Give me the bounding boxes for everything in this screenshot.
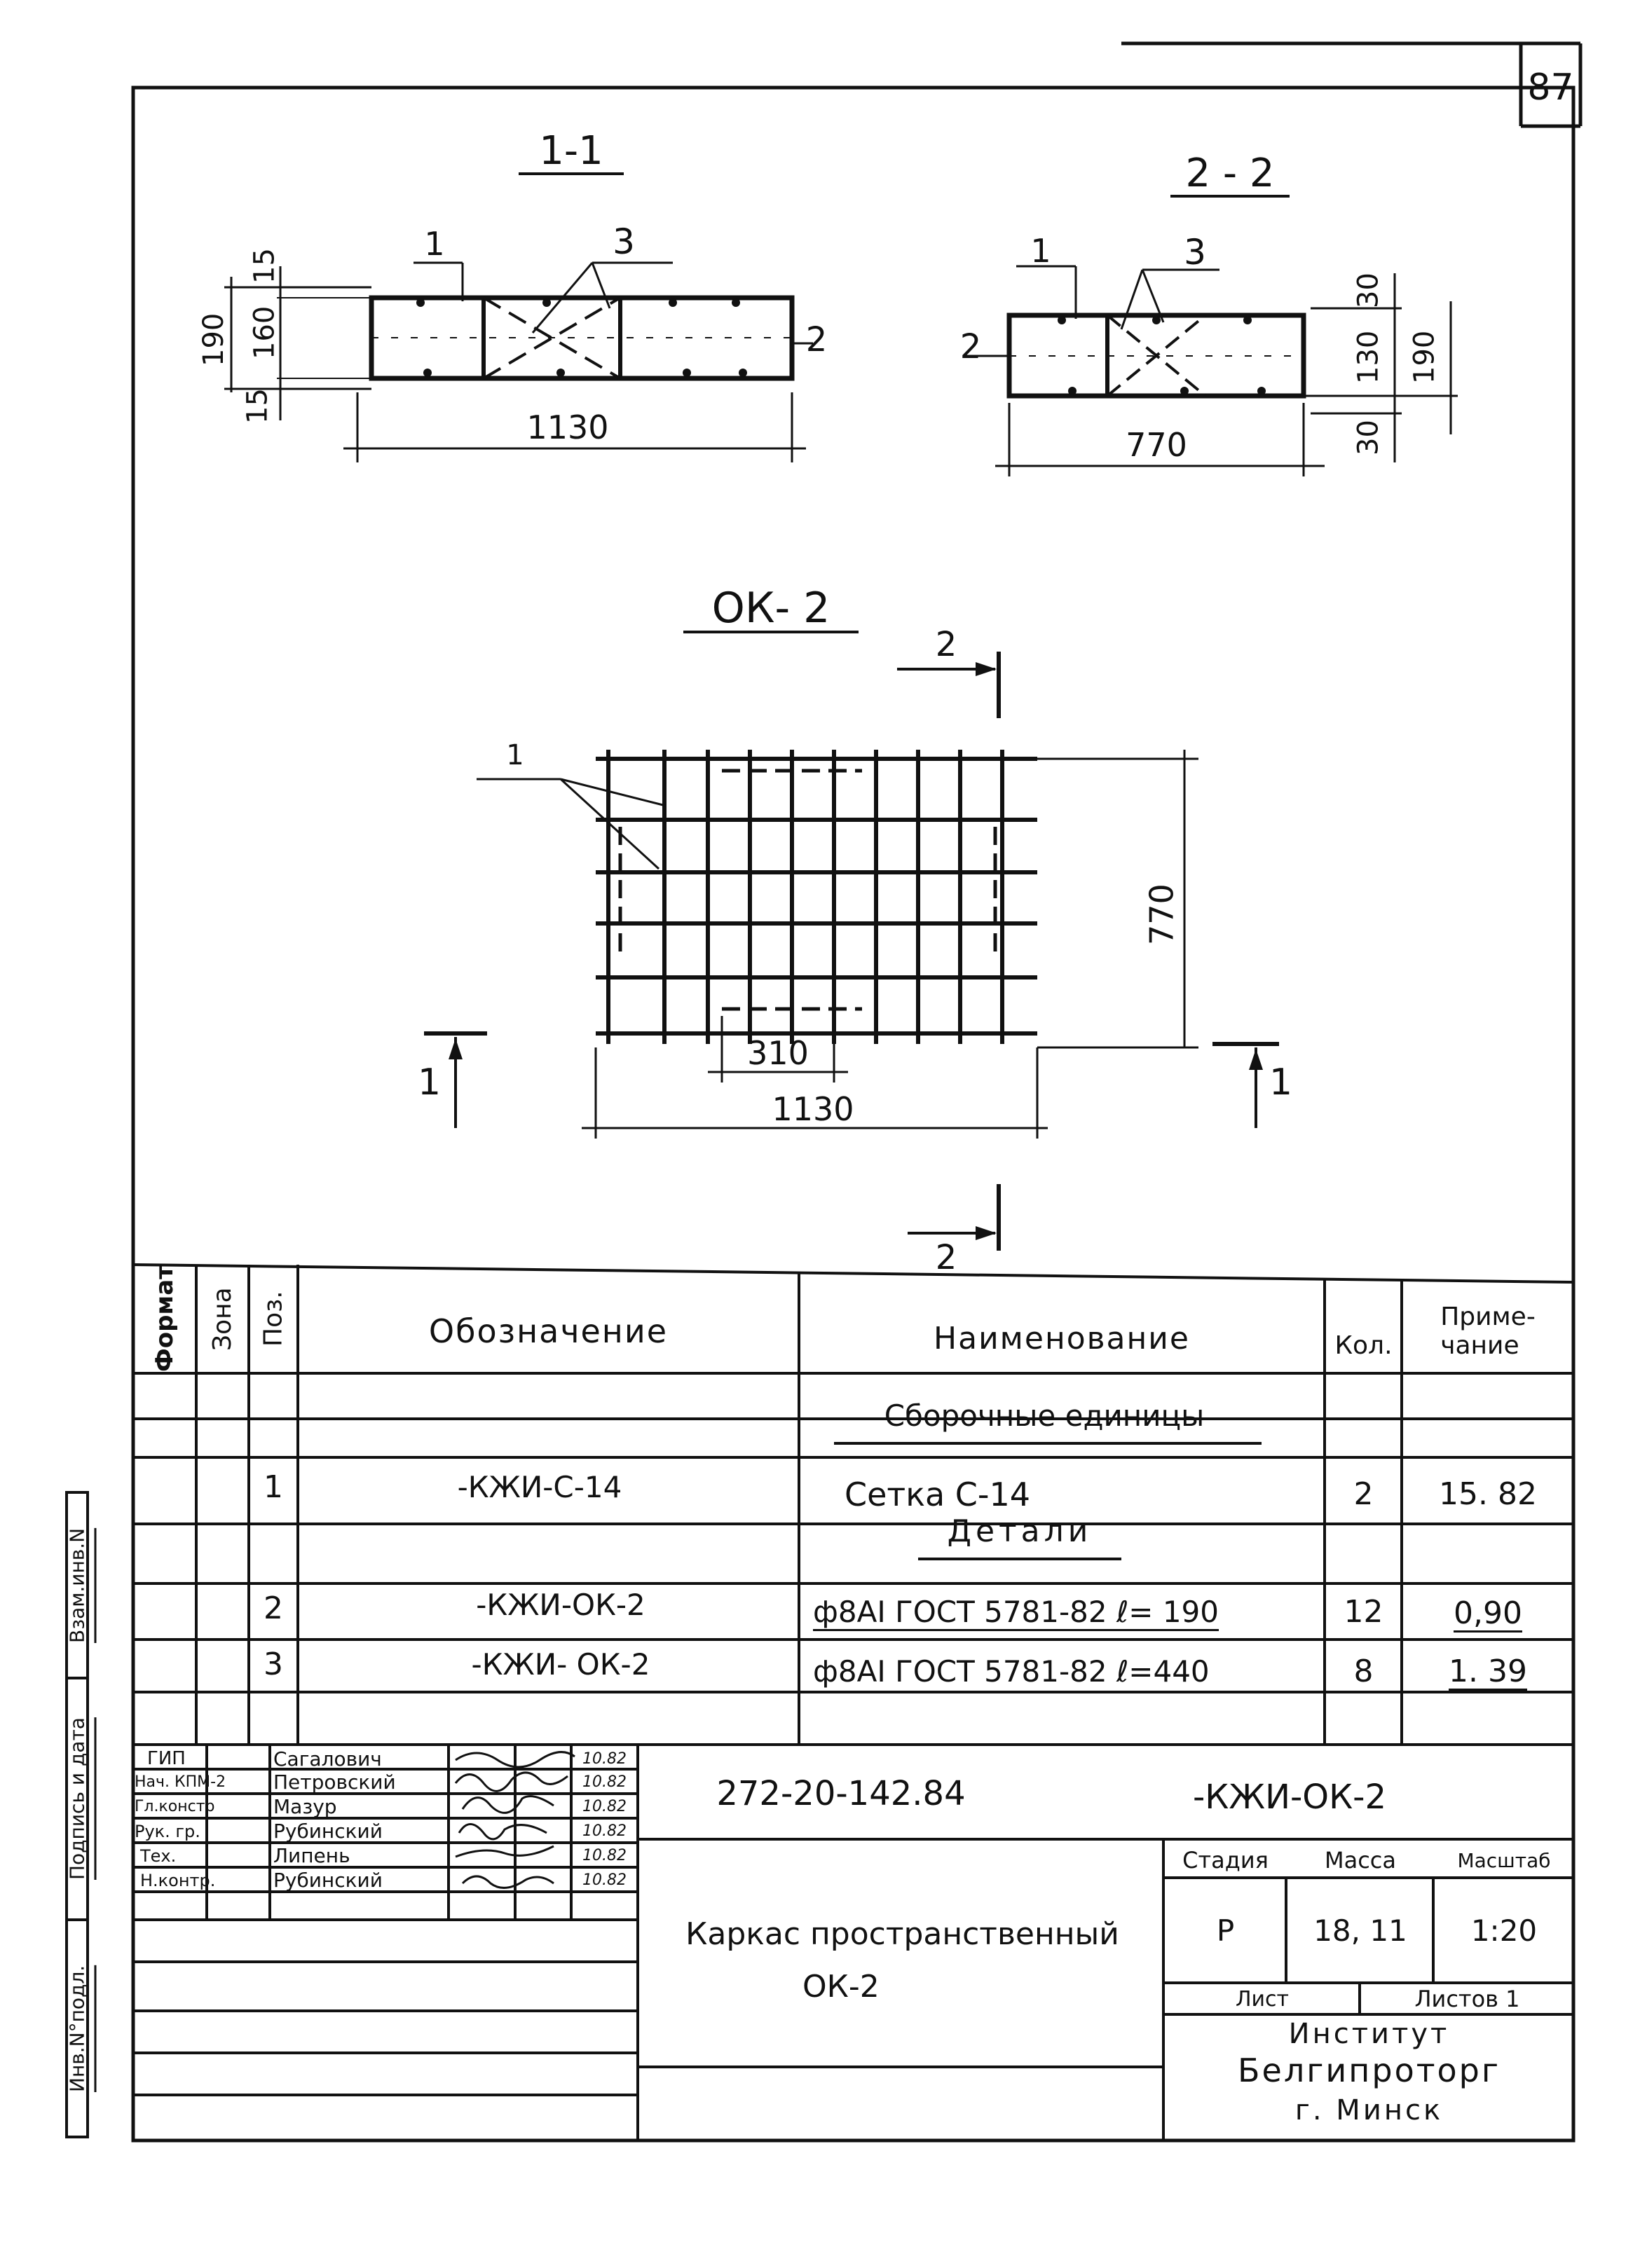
row-3-name: ф8АI ГОСТ 5781-82 ℓ=440 [813,1654,1210,1689]
signer-4-role: Рук. гр. [135,1821,200,1841]
header-note: Приме- чание [1440,1303,1536,1360]
stamp-signature-date: Подпись и дата [65,1717,89,1881]
signer-5-role: Тех. [140,1846,177,1866]
section-2-2-dim-770: 770 [1126,426,1187,464]
section-2-2-title: 2 - 2 [1185,150,1275,196]
row-2-name: ф8АI ГОСТ 5781-82 ℓ= 190 [813,1594,1219,1629]
section-1-1-dim-190: 190 [198,312,230,367]
org-line1: Институт [1288,2017,1450,2050]
signer-6-role: Н.контр. [140,1870,216,1890]
signer-4-name: Рубинский [273,1820,383,1843]
sheet-label: Лист [1235,1986,1290,2012]
plan-dim-1130: 1130 [772,1090,854,1128]
stage-label: Стадия [1182,1847,1269,1874]
row-1-pos: 1 [264,1469,283,1505]
section-assemblies: Сборочные единицы [884,1398,1205,1433]
section-2-2-callout-3: 3 [1184,232,1206,273]
document-code: 272-20-142.84 [716,1774,966,1813]
header-qty: Кол. [1334,1331,1393,1360]
document-suffix: -КЖИ-ОК-2 [1192,1778,1387,1817]
row-1-name: Сетка С-14 [845,1475,1031,1513]
plan-cut-left-label: 1 [417,1061,442,1104]
section-1-1-callout-1: 1 [424,224,445,263]
section-2-2-end-mark: 2 [959,327,982,366]
row-2-designation: -КЖИ-ОК-2 [476,1587,645,1622]
plan-callout-1: 1 [506,738,524,771]
plan-cut-bottom-label: 2 [935,1238,957,1277]
plan-dim-770: 770 [1142,884,1181,945]
stage-value: Р [1216,1913,1235,1948]
row-1-note: 15. 82 [1439,1476,1537,1512]
drawing-title-line1: Каркас пространственный [685,1916,1119,1952]
signer-1-role: ГИП [147,1748,186,1769]
signer-2-role: Нач. КПМ-2 [135,1773,226,1791]
row-3-note: 1. 39 [1449,1653,1527,1689]
header-designation: Обозначение [428,1312,669,1350]
signer-4-date: 10.82 [582,1822,627,1840]
scale-value: 1:20 [1470,1913,1538,1948]
row-3-designation: -КЖИ- ОК-2 [471,1647,650,1682]
section-1-1-dim-1130: 1130 [526,408,609,446]
signer-5-name: Липень [273,1844,350,1867]
mass-value: 18, 11 [1313,1913,1407,1948]
signer-2-name: Петровский [273,1771,396,1794]
header-format: Формат [151,1265,179,1373]
header-pos: Поз. [259,1291,288,1347]
stamp-replace-inv: Взам.инв.N [65,1527,89,1643]
signer-3-name: Мазур [273,1795,337,1818]
signer-5-date: 10.82 [582,1847,627,1864]
signer-3-role: Гл.констр [135,1798,215,1815]
section-2-2-dim-130: 130 [1352,330,1385,385]
sheet-number: 87 [1527,67,1574,109]
section-1-1-dim-160: 160 [248,305,281,360]
header-zone: Зона [208,1287,237,1351]
section-2-2-dim-30-bottom: 30 [1352,420,1385,456]
section-details: Детали [947,1513,1093,1549]
stamp-original-inv: Инв.N°подл. [65,1965,89,2092]
org-line3: г. Минск [1294,2094,1444,2126]
sheets-count: Листов 1 [1414,1986,1520,2012]
signer-2-date: 10.82 [582,1773,627,1791]
signer-6-name: Рубинский [273,1869,383,1892]
row-1-qty: 2 [1353,1476,1374,1512]
section-1-1-title: 1-1 [539,128,603,174]
plan-title: ОК- 2 [711,583,831,633]
section-1-1-dim-15-bottom: 15 [241,388,274,425]
signer-3-date: 10.82 [582,1798,627,1815]
drawing-title-line2: ОК-2 [802,1968,880,2005]
scale-label: Масштаб [1457,1848,1551,1872]
section-1-1-end-mark: 2 [805,320,828,359]
mass-label: Масса [1324,1847,1396,1874]
row-2-qty: 12 [1344,1593,1383,1630]
plan-cut-top-label: 2 [935,625,957,664]
section-2-2-dim-190: 190 [1408,330,1441,385]
section-1-1-dim-15-top: 15 [248,248,281,284]
signer-1-name: Сагалович [273,1747,382,1771]
plan-dim-310: 310 [747,1033,809,1072]
section-2-2-callout-1: 1 [1030,231,1051,270]
section-2-2-dim-30-top: 30 [1352,273,1385,309]
section-1-1-callout-3: 3 [613,221,635,262]
row-3-pos: 3 [264,1646,283,1682]
signer-6-date: 10.82 [582,1871,627,1889]
row-3-qty: 8 [1353,1653,1374,1689]
plan-cut-right-label: 1 [1269,1061,1293,1104]
row-2-pos: 2 [264,1590,283,1626]
row-2-note: 0,90 [1454,1595,1522,1631]
row-1-designation: -КЖИ-С-14 [457,1470,622,1504]
signer-1-date: 10.82 [582,1750,627,1768]
org-line2: Белгипроторг [1237,2051,1501,2089]
header-name: Наименование [934,1320,1190,1356]
